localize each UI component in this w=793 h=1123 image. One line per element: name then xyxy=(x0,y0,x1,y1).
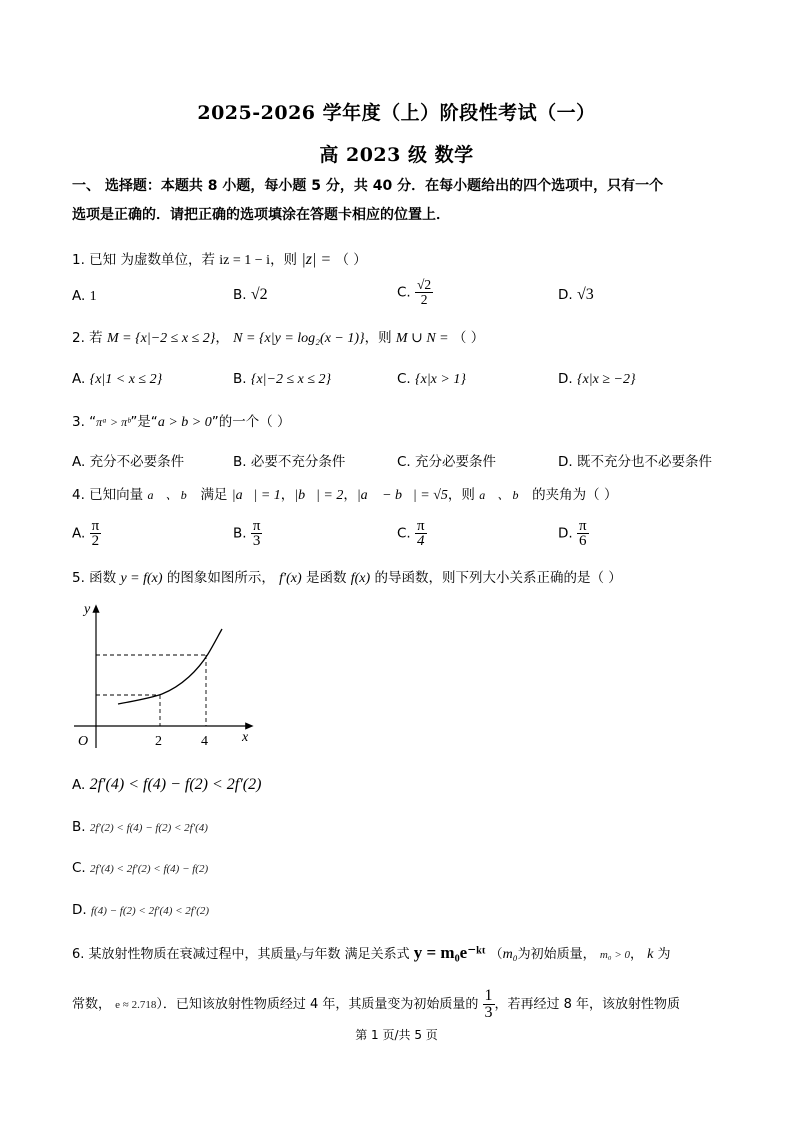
q1-option-d[interactable] xyxy=(558,286,594,304)
option-label: B. xyxy=(233,454,247,470)
option-value: 既不充分也不必要条件 xyxy=(576,454,712,470)
origin-label: O xyxy=(78,734,89,749)
option-label: A. xyxy=(72,454,86,470)
fraction-denominator: 2 xyxy=(420,292,428,307)
q3-option-d[interactable] xyxy=(558,450,712,470)
exam-title: 2025-2026 学年度（上）阶段性考试（一） xyxy=(197,102,596,124)
q2-answer-blank: （ ） xyxy=(452,330,485,346)
q3-stem-text-3: ”的一个（ ） xyxy=(211,414,291,430)
option-fraction xyxy=(577,519,589,548)
fraction-denominator: 2 xyxy=(90,533,102,548)
option-value: 2f′(4) < 2f′(2) < f(4) − f(2) xyxy=(90,863,209,875)
q4-vectors: a⃗ 、 b⃗ xyxy=(147,488,197,502)
fraction-numerator: π xyxy=(578,518,587,534)
q6-text-5: ， xyxy=(630,947,644,962)
option-value: √2 xyxy=(250,286,268,303)
question-5-stem xyxy=(72,569,622,588)
q4-separator-1: ， xyxy=(280,487,295,503)
exam-subtitle: 高 2023 级 数学 xyxy=(319,144,474,166)
q4-condition-3: |a⃗ − b⃗| = √5 xyxy=(356,488,448,503)
q6-text: 6. 某放射性物质在衰减过程中，其质量 xyxy=(72,947,297,962)
option-label: C. xyxy=(397,284,411,301)
q2-option-b[interactable] xyxy=(233,371,331,388)
question-6-stem-line-2 xyxy=(72,988,680,1021)
q1-option-b[interactable] xyxy=(233,286,268,304)
q2-option-a[interactable] xyxy=(72,371,162,388)
question-2-stem xyxy=(72,329,484,348)
q5-function: y = f(x) xyxy=(120,571,163,586)
q4-option-a[interactable] xyxy=(72,519,101,548)
option-label: A. xyxy=(72,777,86,793)
option-value: √3 xyxy=(576,286,594,303)
q6-text-6: 为 xyxy=(657,947,671,962)
option-label: D. xyxy=(558,454,573,470)
q4-stem-text-3: ，则 xyxy=(447,487,475,503)
fraction-denominator: 4 xyxy=(415,533,427,548)
section-instruction-line-2: 选项是正确的．请把正确的选项填涂在答题卡相应的位置上． xyxy=(72,207,450,223)
option-value: 1 xyxy=(89,289,97,304)
x-tick-4: 4 xyxy=(201,734,208,749)
option-value: f(4) − f(2) < 2f′(4) < 2f′(2) xyxy=(90,905,210,917)
q1-expression: iz = 1 − i xyxy=(219,253,271,268)
option-label: D. xyxy=(558,287,573,303)
option-value: {x|1 < x ≤ 2} xyxy=(89,372,163,387)
option-label: A. xyxy=(72,525,86,542)
option-label: C. xyxy=(397,454,411,470)
option-value: {x|x ≥ −2} xyxy=(576,372,636,387)
option-label: C. xyxy=(72,860,86,876)
q6-var-y: y xyxy=(296,949,302,961)
x-tick-2: 2 xyxy=(155,734,162,749)
q3-stem-text: 3. “ xyxy=(72,414,97,430)
q6-e-approx: e ≈ 2.718 xyxy=(115,999,157,1011)
q2-set-n: N = {x|y = log₂(x − 1)} xyxy=(233,331,365,346)
q6-text-7: 常数， xyxy=(72,997,112,1012)
option-value: {x|x > 1} xyxy=(415,372,466,387)
q5-option-d[interactable] xyxy=(72,902,209,918)
q6-text-8: ）．已知该放射性物质经过 4 年，其质量变为初始质量的 xyxy=(156,997,479,1012)
q5-option-c[interactable] xyxy=(72,860,208,876)
q1-stem-text: 1. 已知 为虚数单位，若 xyxy=(72,252,215,268)
option-value: 充分必要条件 xyxy=(415,454,497,470)
question-1-stem xyxy=(72,251,367,270)
q4-stem-text-4: 的夹角为（ ） xyxy=(532,487,618,503)
option-label: B. xyxy=(233,525,247,542)
q2-option-d[interactable] xyxy=(558,371,636,388)
q6-text-3: （ xyxy=(489,947,503,962)
q5-stem-text-2: 的图象如图所示， xyxy=(166,570,275,586)
q1-option-a[interactable] xyxy=(72,288,97,305)
q5-stem-text-4: 的导函数，则下列大小关系正确的是（ ） xyxy=(374,570,622,586)
option-fraction xyxy=(415,278,433,307)
q5-option-a[interactable] xyxy=(72,776,261,794)
q4-condition-1: |a⃗| = 1 xyxy=(231,488,281,503)
q4-vectors-2: a⃗ 、 b⃗ xyxy=(479,488,528,502)
q2-stem-text: 2. 若 xyxy=(72,330,103,346)
q6-text-4: 为初始质量， xyxy=(517,947,596,962)
question-4-stem xyxy=(72,486,617,505)
q3-option-c[interactable] xyxy=(397,450,496,470)
q2-stem-text-2: ，则 xyxy=(364,330,392,346)
q5-function-graph xyxy=(70,598,260,750)
q2-option-c[interactable] xyxy=(397,371,466,388)
q6-fraction xyxy=(483,988,495,1021)
q4-stem-text-2: 满足 xyxy=(200,487,228,503)
option-label: A. xyxy=(72,371,86,387)
q2-union: M ∪ N = xyxy=(395,331,449,346)
q2-set-m: M = {x|−2 ≤ x ≤ 2} xyxy=(106,331,216,346)
fraction-numerator: π xyxy=(252,518,261,534)
option-label: B. xyxy=(72,819,86,835)
option-label: A. xyxy=(72,288,86,304)
q6-text-9: ，若再经过 8 年，该放射性物质 xyxy=(494,997,681,1012)
option-value: 必要不充分条件 xyxy=(250,454,346,470)
fraction-numerator: π xyxy=(417,518,425,534)
x-axis-label: x xyxy=(242,730,249,745)
question-6-stem-line-1 xyxy=(72,944,671,964)
option-label: B. xyxy=(233,371,247,387)
q3-expression-1: πᵃ > πᵇ xyxy=(96,415,131,429)
fraction-numerator: π xyxy=(91,518,100,534)
option-value: 充分不必要条件 xyxy=(89,454,185,470)
option-fraction xyxy=(415,519,427,548)
q5-function-2: f(x) xyxy=(350,571,371,586)
fraction-denominator: 6 xyxy=(577,533,589,548)
option-fraction xyxy=(251,519,263,548)
q6-k: k xyxy=(647,947,654,962)
page-footer: 第 1 页/共 5 页 xyxy=(355,1028,438,1042)
option-label: C. xyxy=(397,371,411,387)
option-label: D. xyxy=(558,525,573,542)
option-value: 2f′(4) < f(4) − f(2) < 2f′(2) xyxy=(89,776,262,793)
q5-stem-text: 5. 函数 xyxy=(72,570,117,586)
q1-modulus: |z| = xyxy=(301,251,332,268)
fraction-numerator: √2 xyxy=(417,277,432,292)
option-value: {x|−2 ≤ x ≤ 2} xyxy=(250,372,332,387)
fraction-denominator: 3 xyxy=(251,533,263,548)
section-instruction-line-1: 一、 选择题：本题共 8 小题，每小题 5 分，共 40 分．在每小题给出的四个选项中，只有一个 xyxy=(72,178,664,194)
option-label: C. xyxy=(397,525,411,542)
fraction-denominator: 3 xyxy=(484,1004,493,1021)
q5-option-b[interactable] xyxy=(72,819,208,835)
q4-option-c[interactable] xyxy=(397,519,427,548)
question-3-stem xyxy=(72,413,291,432)
y-axis-label: y xyxy=(84,602,91,617)
q4-option-d[interactable] xyxy=(558,519,589,548)
q3-option-b[interactable] xyxy=(233,450,345,470)
q4-stem-text: 4. 已知向量 xyxy=(72,487,144,503)
option-fraction xyxy=(90,519,102,548)
q6-text-2: 与年数 满足关系式 xyxy=(301,947,410,962)
q3-expression-2: a > b > 0 xyxy=(157,415,212,430)
option-label: B. xyxy=(233,287,247,303)
q6-formula: y = m₀e⁻ᵏᵗ xyxy=(413,943,486,962)
q4-separator-2: ， xyxy=(343,487,357,503)
q3-option-a[interactable] xyxy=(72,450,184,470)
q4-option-b[interactable] xyxy=(233,519,262,548)
q1-stem-text-2: ，则 xyxy=(270,252,298,268)
q1-answer-blank: （ ） xyxy=(335,252,367,268)
option-label: D. xyxy=(72,902,87,918)
q1-option-c[interactable] xyxy=(397,278,433,307)
option-value: 2f′(2) < f(4) − f(2) < 2f′(4) xyxy=(89,822,208,834)
q6-m0: m₀ xyxy=(502,947,518,962)
option-label: D. xyxy=(558,371,573,387)
q2-separator: ， xyxy=(215,330,229,346)
q6-condition: m₀ > 0 xyxy=(599,949,631,961)
q5-derivative: f′(x) xyxy=(279,571,302,586)
q5-stem-text-3: 是函数 xyxy=(305,570,347,586)
q3-stem-text-2: ”是“ xyxy=(130,414,158,430)
fraction-numerator: 1 xyxy=(484,987,493,1004)
q4-condition-2: |b⃗| = 2 xyxy=(294,488,344,503)
